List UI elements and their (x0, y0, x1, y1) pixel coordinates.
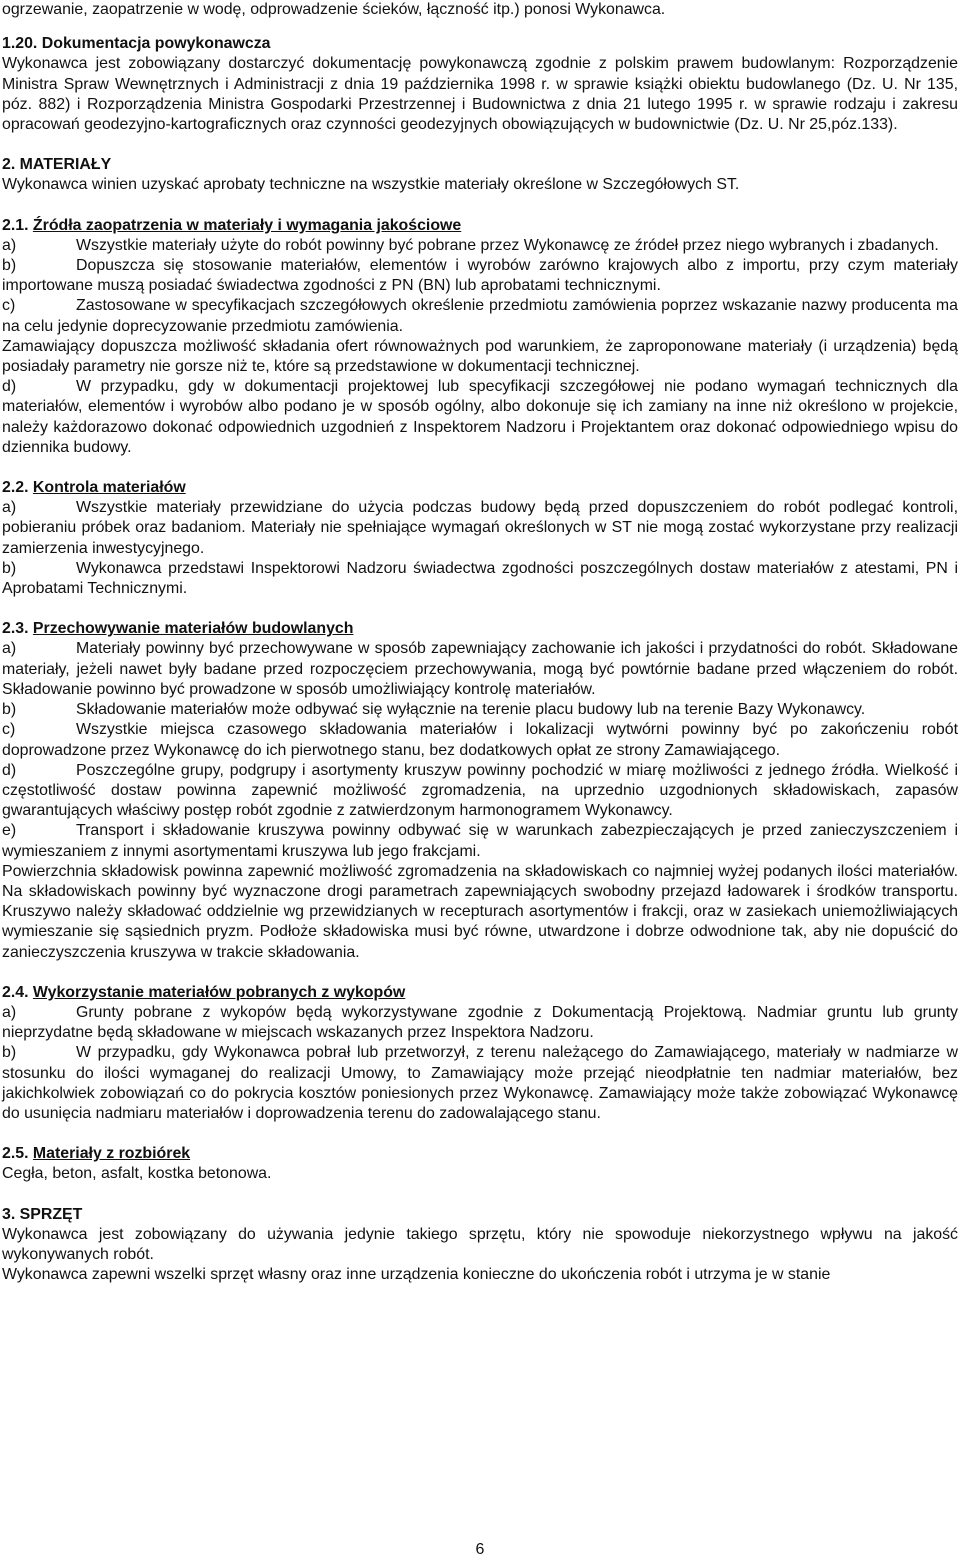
heading-2-2-number: 2.2. (2, 479, 33, 497)
item-2-1-c (2, 296, 958, 336)
item-text: Zastosowane w specyfikacjach szczegółowych określenie przedmiotu zamówienia poprzez wskazanie nazwy producenta ma na celu jedynie doprecyzowanie przedmiotu zamówienia. (2, 297, 958, 335)
item-text: Transport i składowanie kruszywa powinny odbywać się w warunkach zabezpieczających je przed zanieczyszczeniem i wymieszaniem z innymi asortymentami kruszywa lub jego frakcjami. (2, 822, 958, 860)
heading-3: 3. SPRZĘT (2, 1205, 83, 1223)
item-text: Grunty pobrane z wykopów będą wykorzystywane zgodnie z Dokumentacją Projektową. Nadmiar gruntu lub grunty nieprzydatne będą składowane w miejscach wskazanych przez Inspektora Nadzoru. (2, 1003, 958, 1042)
item-label: a) (2, 236, 17, 254)
heading-2-1-number: 2.1. (2, 216, 33, 234)
item-2-2-a (2, 498, 958, 559)
item-text: Wykonawca przedstawi Inspektorowi Nadzoru świadectwa zgodności poszczególnych dostaw materiałów z atestami, PN i Aprobatami Technicznymi. (2, 559, 958, 598)
item-text: W przypadku, gdy Wykonawca pobrał lub przetworzył, z terenu należącego do Zamawiającego, materiały w nadmiarze w stosunku do ilości wymaganej do realizacji Umowy, to Zamawiający może przejąć nieodpłatnie ten nadmiar materiałów, bez jakichkolwiek zobowiązań co do pokrycia kosztów poniesionych przez Wykonawcę. Zamawiający może także zobowiązać Wykonawcę do usunięcia nadmiaru materiałów i doprowadzenia terenu do zadowalającego stanu. (2, 1044, 958, 1122)
paragraph-2-5: Cegła, beton, asfalt, kostka betonowa. (2, 1165, 272, 1183)
item-2-2-b (2, 559, 958, 599)
intro-fragment: ogrzewanie, zaopatrzenie w wodę, odprowadzenie ścieków, łączność itp.) ponosi Wykonawca. (2, 1, 666, 18)
item-2-4-a (2, 1003, 958, 1043)
heading-2-3-number: 2.3. (2, 620, 33, 638)
heading-1-20: 1.20. Dokumentacja powykonawcza (2, 35, 271, 53)
paragraph-1-20: Wykonawca jest zobowiązany dostarczyć dokumentację powykonawczą zgodnie z polskim prawem budowlanym: Rozporządzenie Ministra Spraw Wewnętrznych i Administracji z dnia 19 października 1998 r. w sprawie książki obiektu budowlanego (Dz. U. Nr 135, póz. 882) i Rozporządzenia Ministra Gospodarki Przestrzennej i Budownictwa z dnia 21 lutego 1995 r. w sprawie rodzaju i zakresu opracowań geodezyjno-kartograficznych oraz czynności geodezyjnych obowiązujących w budownictwie (Dz. U. Nr 25,póz.133). (2, 55, 958, 134)
paragraph-2-3-extra: Powierzchnia składowisk powinna zapewnić możliwość zgromadzenia na składowiskach co najmniej wyżej podanych ilości materiałów. Na składowiskach powinny być wyznaczone drogi parametrach zapewniających swobodny przejazd ładowarek i środków transportu. Kruszywo należy składować oddzielnie wg przewidzianych w recepturach asortymentów i frakcji, oraz w zasiekach uniemożliwiających wymieszanie się sąsiednich pryzm. Podłoże składowiska musi być równe, utwardzone i dobrze odwodnione tak, aby nie dopuścić do zanieczyszczenia kruszywa w trakcie składowania. (2, 862, 958, 961)
item-label: a) (2, 1003, 17, 1021)
heading-2-5-number: 2.5. (2, 1145, 33, 1163)
paragraph-2: Wykonawca winien uzyskać aprobaty techniczne na wszystkie materiały określone w Szczegółowych ST. (2, 176, 740, 194)
paragraph-3-1: Wykonawca jest zobowiązany do używania jedynie takiego sprzętu, który nie spowoduje niekorzystnego wpływu na jakość wykonywanych robót. (2, 1225, 958, 1263)
item-label: c) (2, 721, 16, 739)
heading-2-4 (2, 983, 958, 1003)
heading-2-1 (2, 216, 958, 236)
page-number: 6 (475, 1541, 485, 1558)
item-text: Wszystkie materiały użyte do robót powinny być pobrane przez Wykonawcę ze źródeł przez niego wybranych i zbadanych. (76, 236, 939, 254)
item-text: Wszystkie materiały przewidziane do użycia podczas budowy będą przed dopuszczeniem do robót podlegać kontroli, pobieraniu próbek oraz badaniom. Materiały nie spełniające wymagań określonych w ST nie mogą zostać wykorzystane przy realizacji zamierzenia inwestycyjnego. (2, 499, 958, 557)
item-2-3-a (2, 639, 958, 700)
item-text: Składowanie materiałów może odbywać się wyłącznie na terenie placu budowy lub na terenie Bazy Wykonawcy. (76, 701, 866, 719)
heading-2-5-title: Materiały z rozbiórek (32, 1145, 191, 1163)
heading-2: 2. MATERIAŁY (2, 156, 112, 174)
item-text: Wszystkie miejsca czasowego składowania materiałów i lokalizacji wytwórni powinny być po zakończeniu robót doprowadzone przez Wykonawcę do ich pierwotnego stanu, bez dodatkowych opłat ze strony Zamawiającego. (2, 721, 958, 759)
item-label: e) (2, 822, 17, 840)
item-2-1-b (2, 256, 958, 296)
item-text: W przypadku, gdy w dokumentacji projektowej lub specyfikacji szczegółowej nie podano wymagań technicznych dla materiałów, elementów i wyrobów albo podano je w sposób ogólny, albo dokonuje się ich zamiany na inne niż określono w projekcie, należy każdorazowo dokonać odpowiednich uzgodnień z Inspektorem Nadzoru i Projektantem oraz dokonać odpowiedniego wpisu do dziennika budowy. (2, 378, 958, 456)
heading-2-4-number: 2.4. (2, 983, 33, 1001)
item-label: b) (2, 559, 17, 577)
heading-2-5 (2, 1144, 958, 1164)
item-2-1-d (2, 377, 958, 458)
item-2-3-c (2, 720, 958, 760)
item-label: b) (2, 1044, 17, 1062)
paragraph-2-1-extra: Zamawiający dopuszcza możliwość składania ofert równoważnych pod warunkiem, że zaproponowane materiały (i urządzenia) będą posiadały parametry nie gorsze niż te, które są przedstawione w dokumentacji technicznej. (2, 337, 958, 376)
heading-2-3 (2, 619, 958, 639)
heading-2-2 (2, 478, 958, 498)
item-label: d) (2, 378, 17, 396)
item-label: d) (2, 761, 17, 779)
heading-2-4-title: Wykorzystanie materiałów pobranych z wykopów (32, 983, 406, 1001)
item-text: Dopuszcza się stosowanie materiałów, elementów i wyrobów zarówno krajowych albo z importu, przy czym materiały importowane muszą posiadać świadectwa zgodności z PN (BN) lub aprobatami technicznymi. (2, 257, 958, 295)
paragraph-3-2: Wykonawca zapewni wszelki sprzęt własny oraz inne urządzenia konieczne do ukończenia robót i utrzyma je w stanie (2, 1266, 831, 1284)
item-text: Materiały powinny być przechowywane w sposób zapewniający zachowanie ich jakości i przydatności do robót. Składowane materiały, jeżeli nawet były badane przed rozpoczęciem przechowywania, mogą być powtórnie badane przed włączeniem do robót. Składowanie powinno być prowadzone w sposób umożliwiający kontrolę materiałów. (2, 640, 958, 698)
item-2-3-d (2, 761, 958, 822)
document-page (2, 0, 958, 1285)
item-2-3-b (2, 700, 958, 720)
item-label: c) (2, 297, 16, 315)
heading-2-3-title: Przechowywanie materiałów budowlanych (32, 620, 354, 638)
item-2-4-b (2, 1043, 958, 1124)
item-2-1-a (2, 236, 958, 256)
item-2-3-e (2, 821, 958, 861)
item-label: a) (2, 640, 17, 658)
item-label: a) (2, 499, 17, 517)
item-label: b) (2, 257, 17, 275)
item-label: b) (2, 701, 17, 719)
heading-2-1-title: Źródła zaopatrzenia w materiały i wymagania jakościowe (32, 216, 462, 234)
heading-2-2-title: Kontrola materiałów (32, 479, 186, 497)
item-text: Poszczególne grupy, podgrupy i asortymenty kruszyw powinny pochodzić w miarę możliwości z jednego źródła. Wielkość i częstotliwość dostaw powinna zapewnić możliwość zgromadzenia, na uprzednio uzgodnionych składowiskach, zapasów gwarantujących właściwy postęp robót zgodnie z zatwierdzonym harmonogramem Wykonawcy. (2, 761, 958, 820)
